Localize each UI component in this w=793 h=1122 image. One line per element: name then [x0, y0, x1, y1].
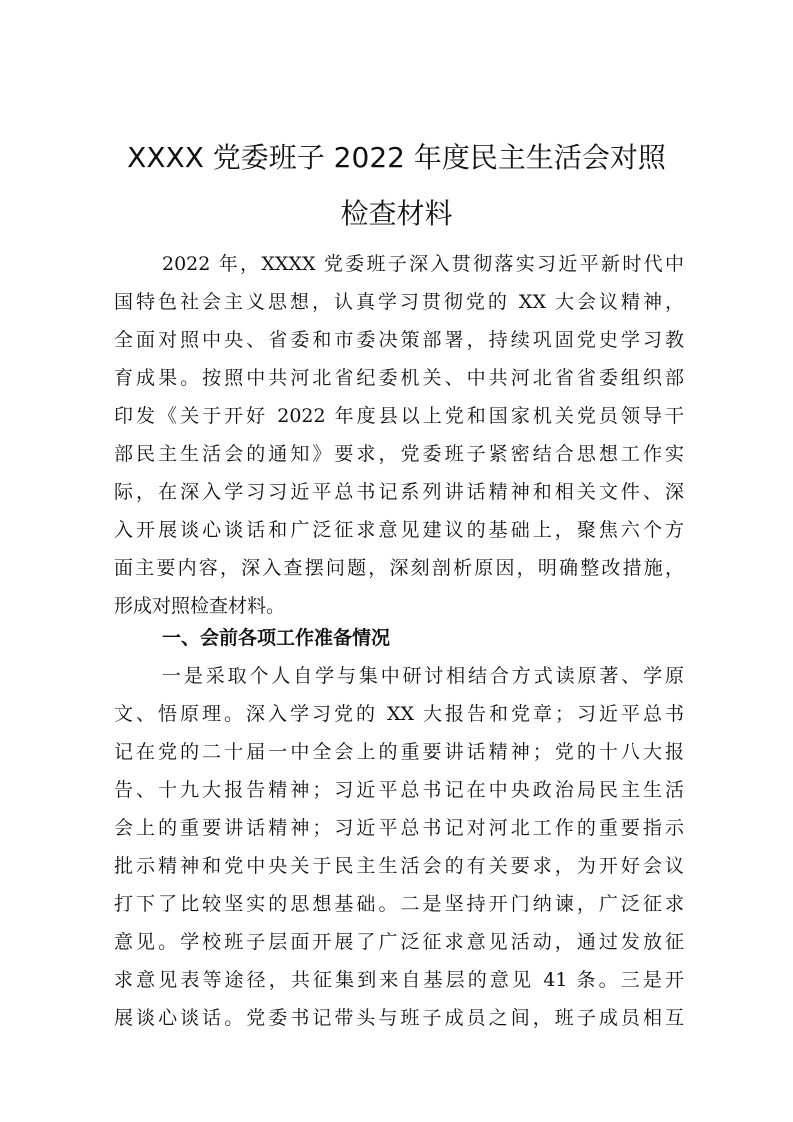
paragraph-line: 入开展谈心谈话和广泛征求意见建议的基础上，聚焦六个方	[114, 519, 684, 541]
paragraph-line: 2022 年，XXXX 党委班子深入贯彻落实习近平新时代中	[162, 253, 684, 275]
paragraph-line: 全面对照中央、省委和市委决策部署，持续巩固党史学习教	[114, 329, 684, 351]
paragraph-line: 告、十九大报告精神；习近平总书记在中央政治局民主生活	[114, 779, 684, 801]
paragraph-line: 打下了比较坚实的思想基础。二是坚持开门纳谏，广泛征求	[114, 893, 684, 915]
paragraph-line: 育成果。按照中共河北省纪委机关、中共河北省省委组织部	[114, 367, 684, 389]
paragraph-line: 文、悟原理。深入学习党的 XX 大报告和党章；习近平总书	[114, 703, 684, 725]
paragraph-line: 形成对照检查材料。	[114, 595, 286, 617]
paragraph-line: 印发《关于开好 2022 年度县以上党和国家机关党员领导干	[114, 405, 684, 427]
paragraph-line: 记在党的二十届一中全会上的重要讲话精神；党的十八大报	[114, 741, 684, 763]
paragraph-line: 面主要内容，深入查摆问题，深刻剖析原因，明确整改措施，	[114, 557, 684, 579]
paragraph-line: 国特色社会主义思想，认真学习贯彻党的 XX 大会议精神，	[114, 291, 684, 313]
document-title-line-2: 检查材料	[340, 197, 453, 230]
section-heading: 一、会前各项工作准备情况	[162, 627, 391, 649]
paragraph-line: 意见。学校班子层面开展了广泛征求意见活动，通过发放征	[114, 931, 684, 953]
document-title-line-1: XXXX 党委班子 2022 年度民主生活会对照	[127, 141, 666, 174]
paragraph-line: 求意见表等途径，共征集到来自基层的意见 41 条。三是开	[114, 969, 684, 991]
paragraph-line: 展谈心谈话。党委书记带头与班子成员之间，班子成员相互	[114, 1007, 684, 1029]
paragraph-line: 一是采取个人自学与集中研讨相结合方式读原著、学原	[162, 665, 684, 687]
paragraph-line: 批示精神和党中央关于民主生活会的有关要求，为开好会议	[114, 855, 684, 877]
paragraph-line: 会上的重要讲话精神；习近平总书记对河北工作的重要指示	[114, 817, 684, 839]
paragraph-line: 部民主生活会的通知》要求，党委班子紧密结合思想工作实	[114, 443, 684, 465]
paragraph-line: 际，在深入学习习近平总书记系列讲话精神和相关文件、深	[114, 481, 684, 503]
